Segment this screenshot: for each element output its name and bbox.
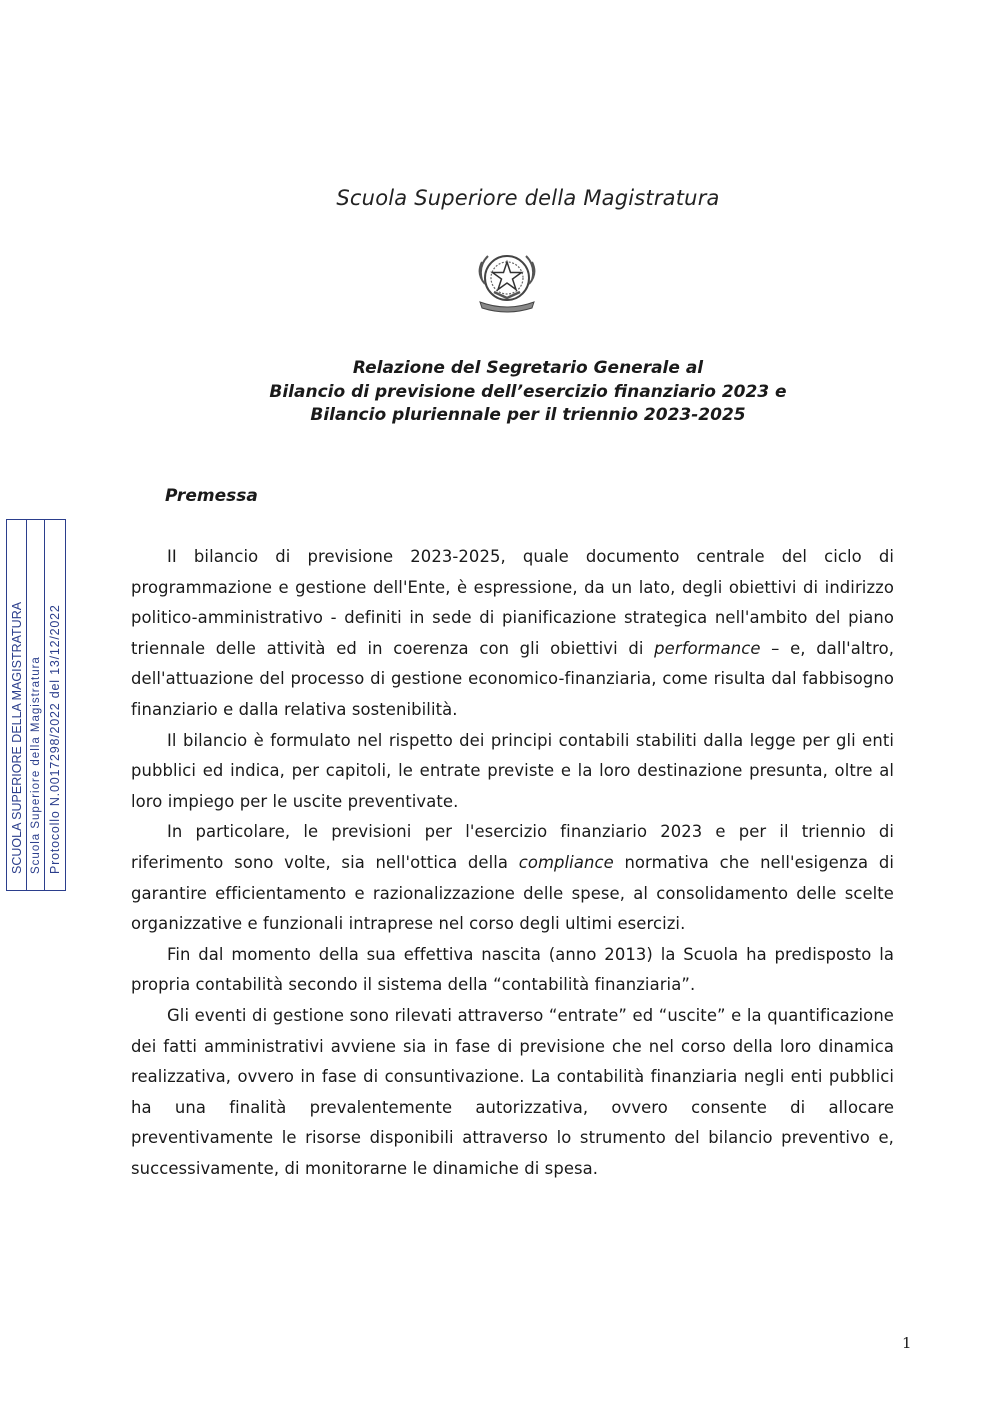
paragraph-4: Fin dal momento della sua effettiva nascita (anno 2013) la Scuola ha predisposto la propria contabilità secondo il sistema della “contabilità finanziaria”. — [131, 944, 894, 995]
paragraph-1 — [131, 542, 894, 726]
paragraph-3-emphasis: compliance — [518, 852, 614, 872]
protocol-stamp — [6, 519, 66, 891]
title-line-3: Bilancio pluriennale per il triennio 2023-2025 — [310, 405, 746, 425]
body-text — [131, 542, 894, 1184]
title-line-1: Relazione del Segretario Generale al — [352, 358, 704, 378]
stamp-column-3 — [45, 520, 65, 890]
paragraph-3-text-b: normativa che nell'esigenza di garantire efficientamento e razionalizzazione delle spese, al consolidamento delle scelte organizzative e funzionali intraprese nel corso degli ultimi esercizi. — [131, 852, 894, 934]
page-number: 1 — [902, 1334, 912, 1352]
paragraph-1-text-b: – e, dall'altro, dell'attuazione del processo di gestione economico-finanziaria, come risulta dal fabbisogno finanziario e dalla relativa sostenibilità. — [131, 638, 895, 719]
title-line-2: Bilancio di previsione dell’esercizio finanziario 2023 e — [269, 381, 787, 402]
stamp-column-2 — [27, 520, 45, 890]
stamp-institution-upper: SCUOLA SUPERIORE DELLA MAGISTRATURA — [9, 601, 24, 874]
paragraph-3-text-a: In particolare, le previsioni per l'esercizio finanziario 2023 e per il triennio di riferimento sono volte, sia nell'ottica della — [131, 822, 894, 872]
institution-name: Scuola Superiore della Magistratura — [336, 186, 720, 210]
section-heading-premessa: Premessa — [165, 486, 258, 506]
stamp-column-1 — [7, 520, 27, 890]
paragraph-1-text-a: II bilancio di previsione 2023-2025, quale documento centrale del ciclo di programmazione e gestione dell'Ente, è espressione, da un lato, degli obiettivi di indirizzo politico-amministrativo - definiti in sede di pianificazione strategica nell'ambito del piano triennale delle attività ed in coerenza con gli obiettivi di — [131, 547, 894, 658]
paragraph-5: Gli eventi di gestione sono rilevati attraverso “entrate” ed “uscite” e la quantificazione dei fatti amministrativi avviene sia in fase di previsione che nel corso della loro dinamica realizzativa, ovvero in fase di consuntivazione. La contabilità finanziaria negli enti pubblici ha una finalità prevalentemente autorizzativa, ovvero consente di allocare preventivamente le risorse disponibili attraverso lo strumento del bilancio preventivo e, successivamente, di monitorarne le dinamiche di spesa. — [131, 1005, 894, 1178]
stamp-protocol-number: Protocollo N.0017298/2022 del 13/12/2022 — [48, 604, 62, 874]
republic-emblem-icon — [472, 248, 542, 314]
paragraph-2: Il bilancio è formulato nel rispetto dei principi contabili stabiliti dalla legge per gli enti pubblici ed indica, per capitoli, le entrate previste e la loro destinazione presunta, oltre al loro impiego per le uscite preventivate. — [131, 730, 894, 811]
stamp-institution: Scuola Superiore della Magistratura — [29, 656, 42, 874]
document-title — [0, 357, 1000, 428]
paragraph-1-emphasis: performance — [654, 638, 761, 658]
paragraph-3 — [131, 817, 894, 939]
